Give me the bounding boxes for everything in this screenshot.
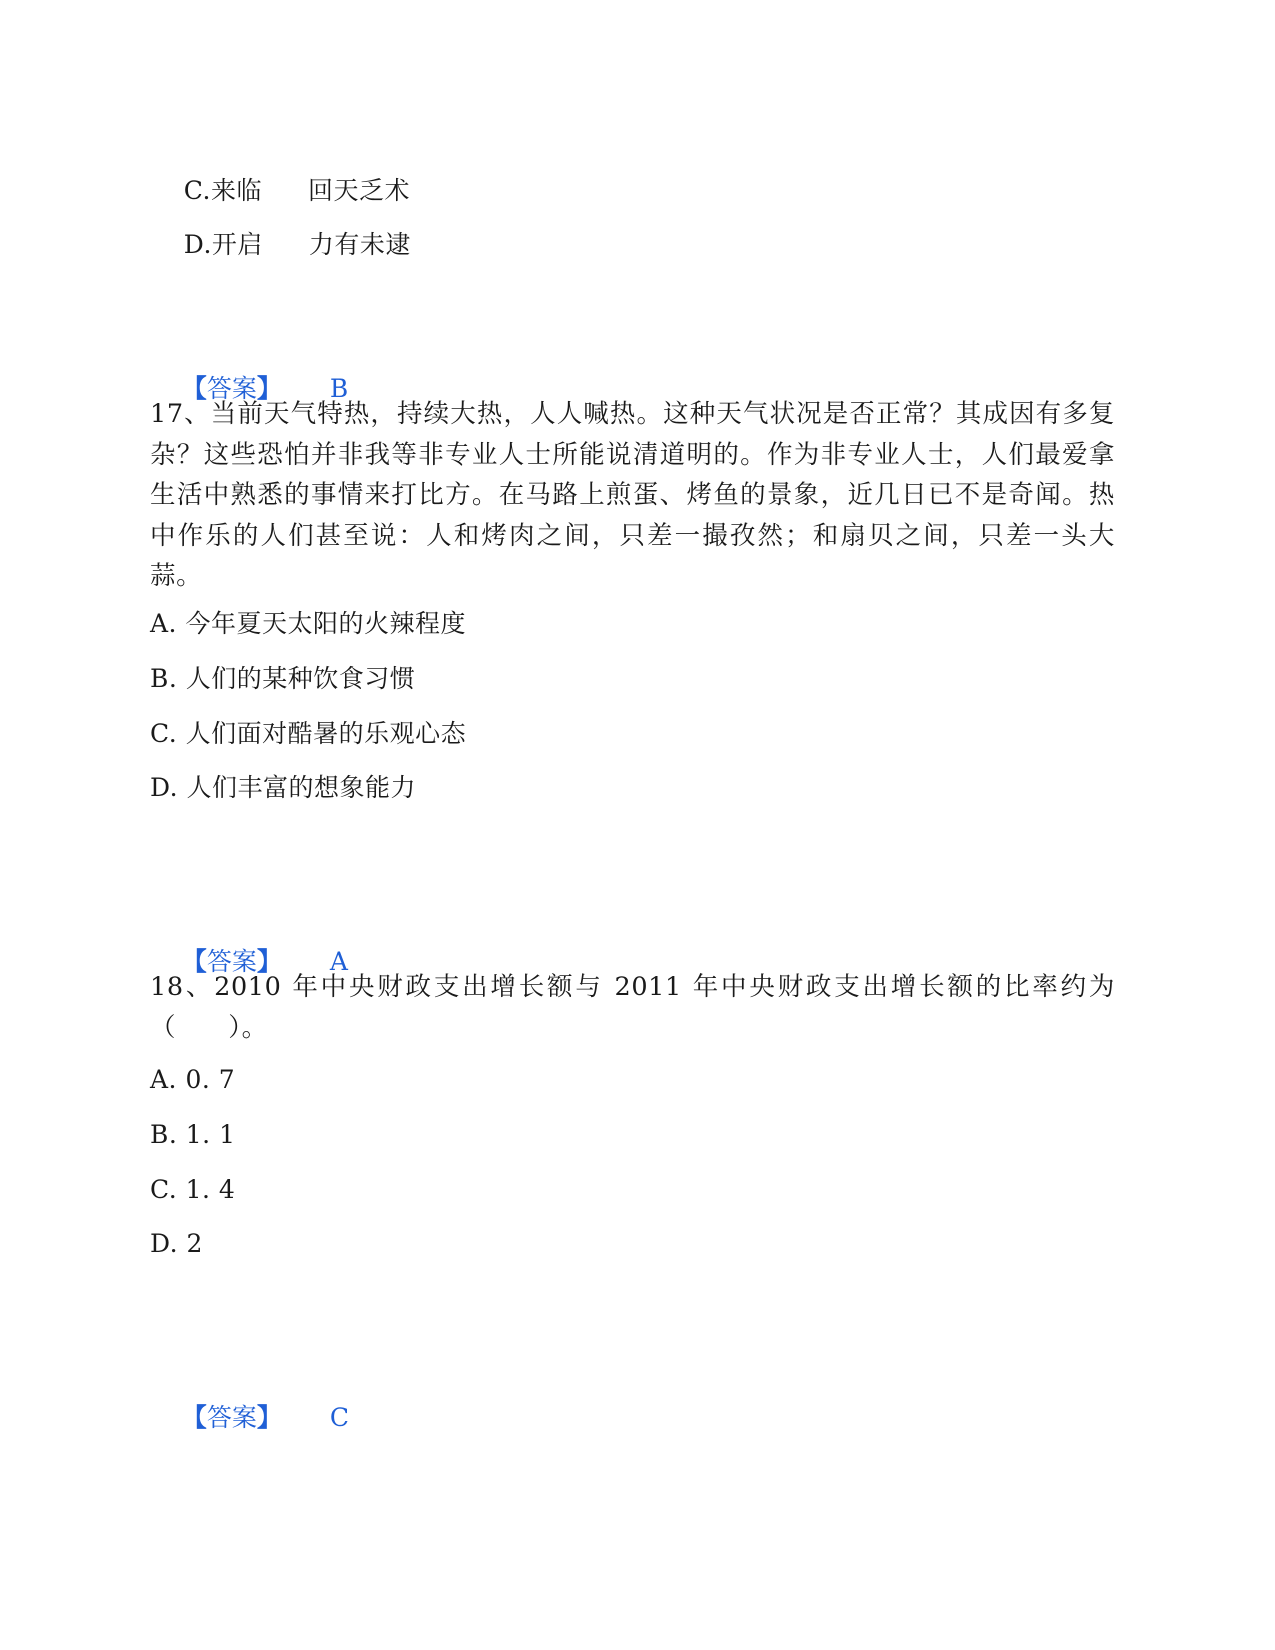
answer-label: 答案 [206,947,257,976]
answer-value: C [329,1403,349,1432]
answer-label: 答案 [206,374,257,403]
option-letter: C. [183,176,211,205]
q16-option-d [150,200,411,290]
answer-bracket-open: 【 [181,947,207,976]
answer-value: B [329,374,349,403]
q18-option-c: C. 1. 4 [150,1175,236,1204]
option-word-1: 来临 [210,176,262,205]
q18-option-b: B. 1. 1 [150,1120,236,1149]
answer-bracket-open: 【 [181,1403,207,1432]
answer-bracket-close: 】 [256,1403,282,1432]
q18-option-d: D. 2 [150,1229,203,1258]
answer-bracket-close: 】 [256,374,282,403]
q18-answer [150,1373,349,1463]
q17-option-d: D. 人们丰富的想象能力 [150,773,417,802]
q17-option-a: A. 今年夏天太阳的火辣程度 [150,609,466,638]
option-word-1: 开启 [211,230,263,259]
answer-bracket-open: 【 [181,374,207,403]
q17-stem: 17、当前天气特热，持续大热，人人喊热。这种天气状况是否正常？其成因有多复杂？这些恐怕并非我等非专业人士所能说清道明的。作为非专业人士，人们最爱拿生活中熟悉的事情来打比方。在马路上煎蛋、烤鱼的景象，近几日已不是奇闻。热中作乐的人们甚至说：人和烤肉之间，只差一撮孜然；和扇贝之间，只差一头大蒜。 [150,399,1115,591]
option-letter: D. [183,230,212,259]
q18-stem: 18、2010 年中央财政支出增长额与 2011 年中央财政支出增长额的比率约为（ ）。 [150,972,1115,1043]
q18-option-a: A. 0. 7 [150,1065,236,1094]
option-word-2: 力有未逮 [308,230,411,259]
q17-option-b: B. 人们的某种饮食习惯 [150,664,416,693]
q17-option-c: C. 人们面对酷暑的乐观心态 [150,719,467,748]
answer-value: A [329,947,348,976]
option-word-2: 回天乏术 [308,176,411,205]
answer-bracket-close: 】 [256,947,282,976]
answer-label: 答案 [206,1403,257,1432]
